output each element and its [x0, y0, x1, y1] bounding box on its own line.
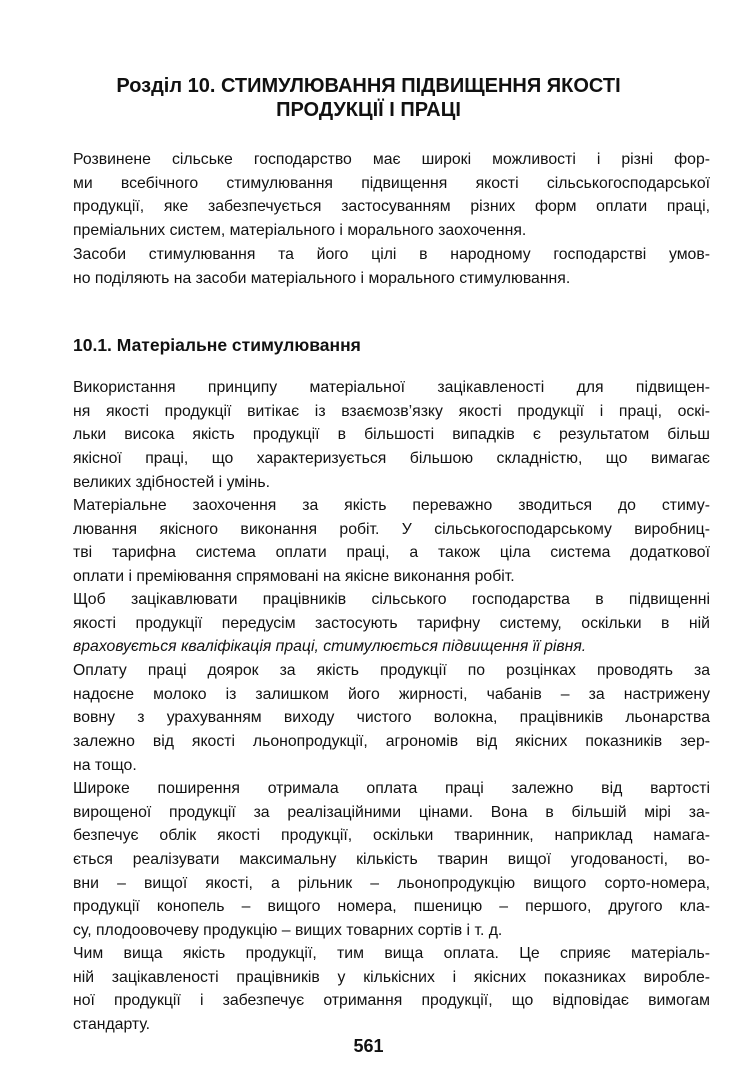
section-paragraph-5 — [73, 777, 710, 943]
intro-paragraph-1 — [73, 148, 710, 243]
text-line: вирощеної продукції за реалізаційними цінами. Вона в більшій мірі за- — [73, 803, 710, 821]
text-line: Широке поширення отримала оплата праці залежно від вартості — [73, 780, 710, 797]
text-line: лювання якісного виконання робіт. У сільськогосподарському виробниц- — [73, 520, 710, 538]
section-paragraph-4 — [73, 659, 710, 777]
text-line: тві тарифна система оплати праці, а також ціла система додаткової — [73, 544, 710, 562]
text-line: преміальних систем, матеріального і морального заохочення. — [73, 222, 527, 240]
text-line: Щоб зацікавлювати працівників сільського господарства в підвищенні — [73, 591, 710, 608]
text-line: вни – вищої якості, а рільник – льонопродукцію вищого сорто-номера, — [73, 874, 710, 892]
text-line: Оплату праці доярок за якість продукції по розцінках проводять за — [73, 662, 710, 679]
text-line: продукції конопель – вищого номера, пшеницю – першого, другого кла- — [73, 898, 710, 916]
text-line: враховується кваліфікація праці, стимулюється підвищення її рівня. — [73, 638, 587, 656]
intro-paragraph-2 — [73, 243, 710, 290]
text-line: безпечує облік якості продукції, оскільки тваринник, наприклад намага- — [73, 827, 710, 845]
text-line: ної продукції і забезпечує отримання продукції, що відповідає вимогам — [73, 992, 710, 1010]
text-line: Чим вища якість продукції, тим вища оплата. Це сприяє матеріаль- — [73, 945, 710, 962]
chapter-title-line: Розділ 10. СТИМУЛЮВАННЯ ПІДВИЩЕННЯ ЯКОСТІ — [116, 75, 621, 97]
text-line: оплати і преміювання спрямовані на якісне виконання робіт. — [73, 568, 515, 586]
section-paragraph-3 — [73, 588, 710, 659]
section-paragraph-6 — [73, 942, 710, 1037]
text-line: якості продукції передусім застосують тарифну систему, оскільки в ній — [73, 614, 710, 632]
text-line: Матеріальне заохочення за якість переважно зводиться до стиму- — [73, 497, 710, 514]
text-line: Розвинене сільське господарство має широкі можливості і різні фор- — [73, 151, 710, 168]
text-line: су, плодоовочеву продукцію – вищих товарних сортів і т. д. — [73, 922, 503, 940]
text-line: залежно від якості льонопродукції, агрономів від якісних показників зер- — [73, 733, 710, 751]
text-line: стандарту. — [73, 1016, 151, 1034]
text-line: на тощо. — [73, 756, 137, 774]
page-number: 561 — [353, 1036, 384, 1056]
text-line: ми всебічного стимулювання підвищення якості сільськогосподарської — [73, 174, 710, 192]
section-title: 10.1. Матеріальне стимулювання — [73, 335, 361, 355]
text-line: якісної праці, що характеризується більшою складністю, що вимагає — [73, 450, 710, 468]
section-paragraph-2 — [73, 494, 710, 589]
text-line: ня якості продукції витікає із взаємозв’язку якості продукції і праці, оскі- — [73, 402, 710, 420]
text-line: Засоби стимулювання та його цілі в народному господарстві умов- — [73, 246, 710, 263]
text-line: великих здібностей і умінь. — [73, 473, 271, 491]
text-line: ється реалізувати максимальну кількість тварин вищої угодованості, во- — [73, 851, 710, 869]
text-line: вовну з урахуванням виходу чистого волокна, працівників льонарства — [73, 709, 710, 727]
text-line: надоєне молоко із залишком його жирності, чабанів – за настрижену — [73, 685, 710, 703]
section-paragraph-1 — [73, 376, 710, 494]
chapter-title — [60, 74, 677, 122]
text-line: продукції, яке забезпечується застосуванням різних форм оплати праці, — [73, 198, 710, 216]
text-line: Використання принципу матеріальної зацікавленості для підвищен- — [73, 379, 710, 396]
chapter-title-line: ПРОДУКЦІЇ І ПРАЦІ — [276, 99, 461, 121]
text-line: но поділяють на засоби матеріального і морального стимулювання. — [73, 269, 571, 287]
text-line: ній зацікавленості працівників у кількісних і якісних показниках виробле- — [73, 968, 710, 986]
text-line: льки висока якість продукції в більшості випадків є результатом більш — [73, 426, 710, 444]
